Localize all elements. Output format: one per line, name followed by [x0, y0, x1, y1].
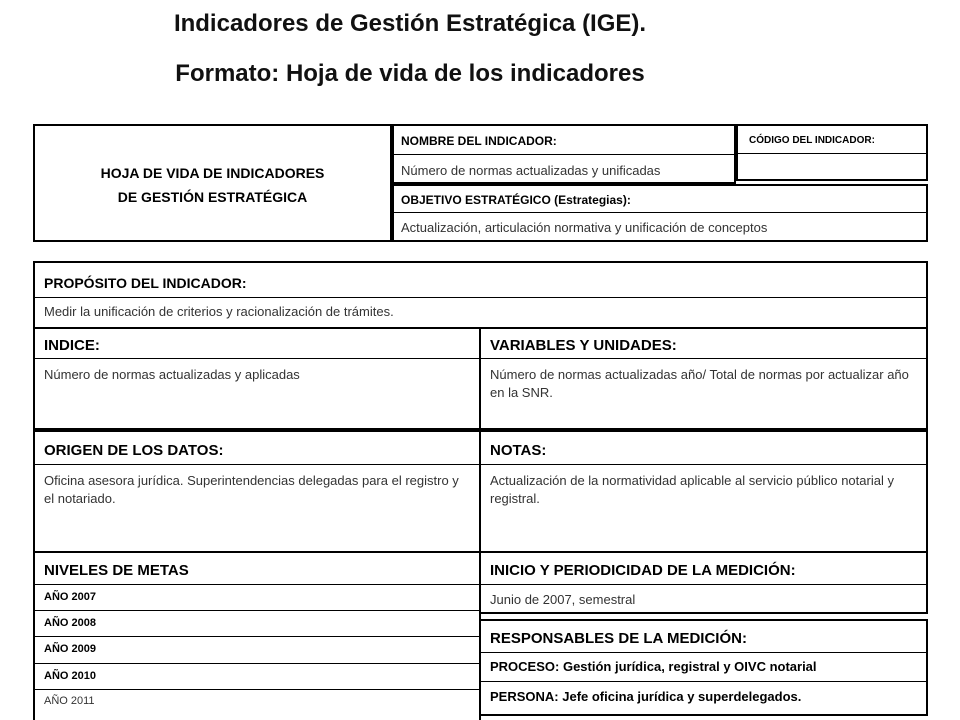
origen-value: Oficina asesora jurídica. Superintendencias delegadas para el registro y el notariado.	[44, 473, 459, 506]
objetivo-estrategico-value: Actualización, articulación normativa y unificación de conceptos	[401, 220, 768, 235]
meta-year-2011: AÑO 2011	[44, 695, 95, 707]
notas-value: Actualización de la normatividad aplicable al servicio público notarial y registral.	[490, 473, 894, 506]
objetivo-estrategico-label: OBJETIVO ESTRATÉGICO (Estrategias):	[401, 193, 631, 207]
hoja-line-1: HOJA DE VIDA DE INDICADORES	[100, 165, 325, 181]
inicio-box	[479, 551, 928, 614]
meta-year-2010: AÑO 2010	[44, 670, 96, 682]
indice-value: Número de normas actualizadas y aplicadas	[44, 367, 300, 382]
inicio-value: Junio de 2007, semestral	[490, 592, 636, 607]
nombre-indicador-value: Número de normas actualizadas y unificadas	[401, 163, 661, 178]
hoja-de-vida-box	[33, 124, 392, 242]
codigo-indicador-box	[736, 124, 928, 181]
meta-year-2009: AÑO 2009	[44, 643, 96, 655]
meta-year-2008: AÑO 2008	[44, 617, 96, 629]
variables-label: VARIABLES Y UNIDADES:	[490, 337, 677, 354]
page-title: Indicadores de Gestión Estratégica (IGE).	[173, 10, 647, 37]
notas-label: NOTAS:	[490, 442, 547, 459]
proposito-value: Medir la unificación de criterios y racionalización de trámites.	[44, 304, 394, 319]
metas-label: NIVELES DE METAS	[44, 562, 189, 579]
proposito-label: PROPÓSITO DEL INDICADOR:	[44, 275, 247, 291]
inicio-label: INICIO Y PERIODICIDAD DE LA MEDICIÓN:	[490, 562, 796, 579]
hoja-de-vida-title	[35, 161, 390, 209]
origen-label: ORIGEN DE LOS DATOS:	[44, 442, 224, 459]
metas-box	[33, 551, 481, 720]
hoja-line-2: DE GESTIÓN ESTRATÉGICA	[117, 189, 308, 205]
origen-box	[33, 430, 481, 553]
proposito-box	[33, 261, 928, 329]
nombre-indicador-label: NOMBRE DEL INDICADOR:	[401, 134, 557, 148]
nombre-indicador-box	[392, 124, 736, 184]
page-subtitle: Formato: Hoja de vida de los indicadores	[175, 60, 645, 87]
codigo-indicador-label: CÓDIGO DEL INDICADOR:	[749, 135, 875, 146]
responsables-label: RESPONSABLES DE LA MEDICIÓN:	[490, 630, 747, 647]
responsables-persona: PERSONA: Jefe oficina jurídica y superdelegados.	[490, 689, 802, 704]
variables-value: Número de normas actualizadas año/ Total de normas por actualizar año en la SNR.	[490, 367, 909, 400]
variables-box	[479, 327, 928, 430]
indice-box	[33, 327, 481, 430]
notas-box	[479, 430, 928, 553]
indice-label: INDICE:	[44, 337, 100, 354]
objetivo-estrategico-box	[392, 184, 928, 242]
responsables-proceso: PROCESO: Gestión jurídica, registral y OIVC notarial	[490, 659, 817, 674]
meta-year-2007: AÑO 2007	[44, 591, 96, 603]
responsables-box	[479, 619, 928, 716]
